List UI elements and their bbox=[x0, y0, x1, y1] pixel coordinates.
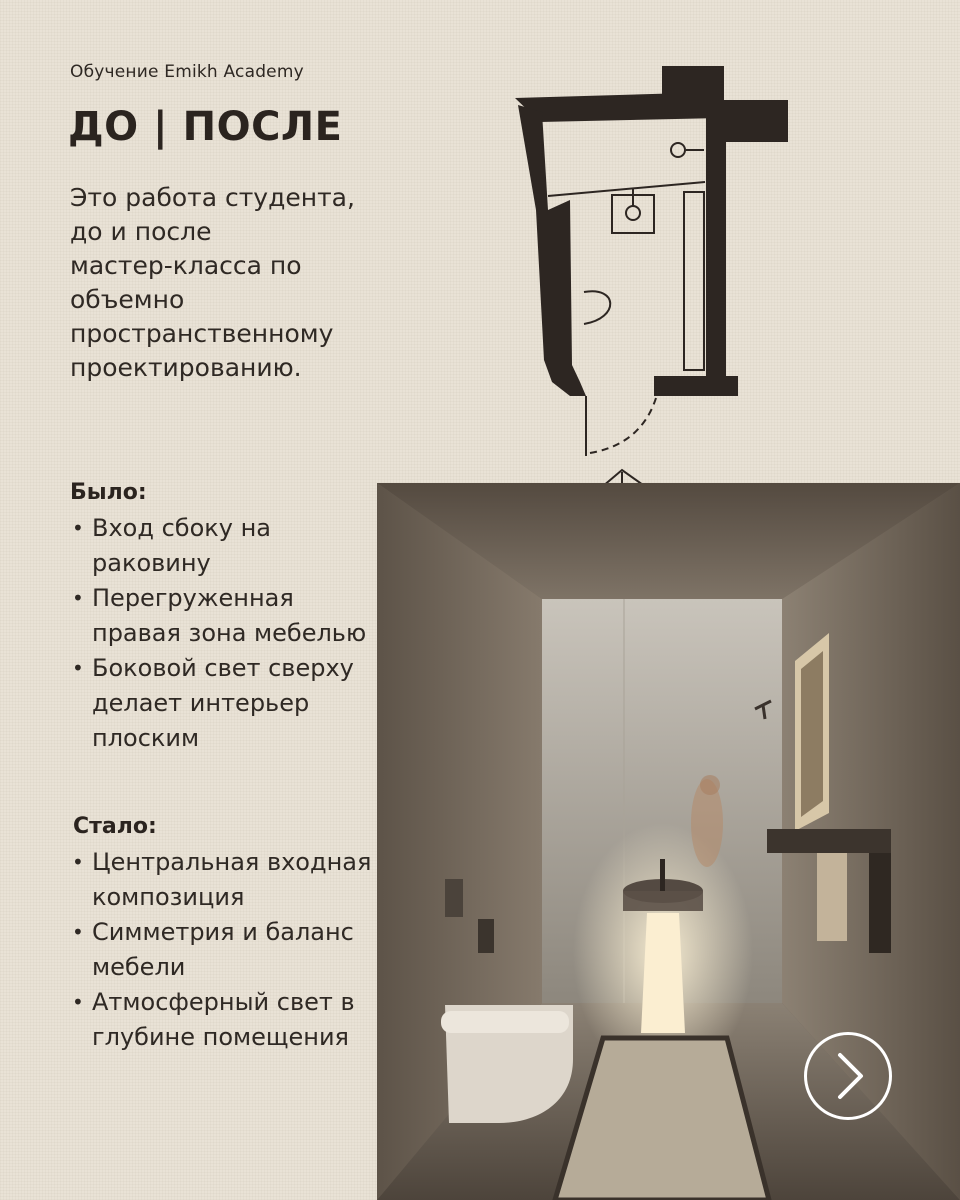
floor-plan-sketch bbox=[500, 60, 800, 540]
list-item: • Перегруженная правая зона мебелью bbox=[70, 581, 380, 651]
list-item: • Симметрия и баланс мебели bbox=[70, 915, 380, 985]
list-item: • Вход сбоку на раковину bbox=[70, 511, 380, 581]
intro-line: объемно bbox=[70, 285, 185, 314]
intro-line: мастер-класса по bbox=[70, 251, 302, 280]
list-item: • Боковой свет сверху делает интерьер плоским bbox=[70, 651, 380, 756]
after-list bbox=[70, 845, 380, 1055]
list-item: • Центральная входная композиция bbox=[70, 845, 380, 915]
next-slide-button[interactable] bbox=[804, 1032, 892, 1120]
after-heading: Стало: bbox=[73, 814, 157, 839]
intro-line: до и после bbox=[70, 217, 212, 246]
intro-text bbox=[70, 181, 370, 385]
intro-line: пространственному bbox=[70, 319, 334, 348]
plan-walls bbox=[515, 66, 788, 396]
brand-caption: Обучение Emikh Academy bbox=[70, 62, 304, 82]
before-heading: Было: bbox=[70, 480, 147, 505]
bathroom-render bbox=[377, 483, 960, 1200]
intro-line: Это работа студента, bbox=[70, 183, 355, 212]
page-title: ДО | ПОСЛЕ bbox=[68, 104, 343, 150]
intro-line: проектированию. bbox=[70, 353, 302, 382]
before-list bbox=[70, 511, 380, 756]
list-item: • Атмосферный свет в глубине помещения bbox=[70, 985, 380, 1055]
chevron-right-icon bbox=[807, 1035, 889, 1117]
